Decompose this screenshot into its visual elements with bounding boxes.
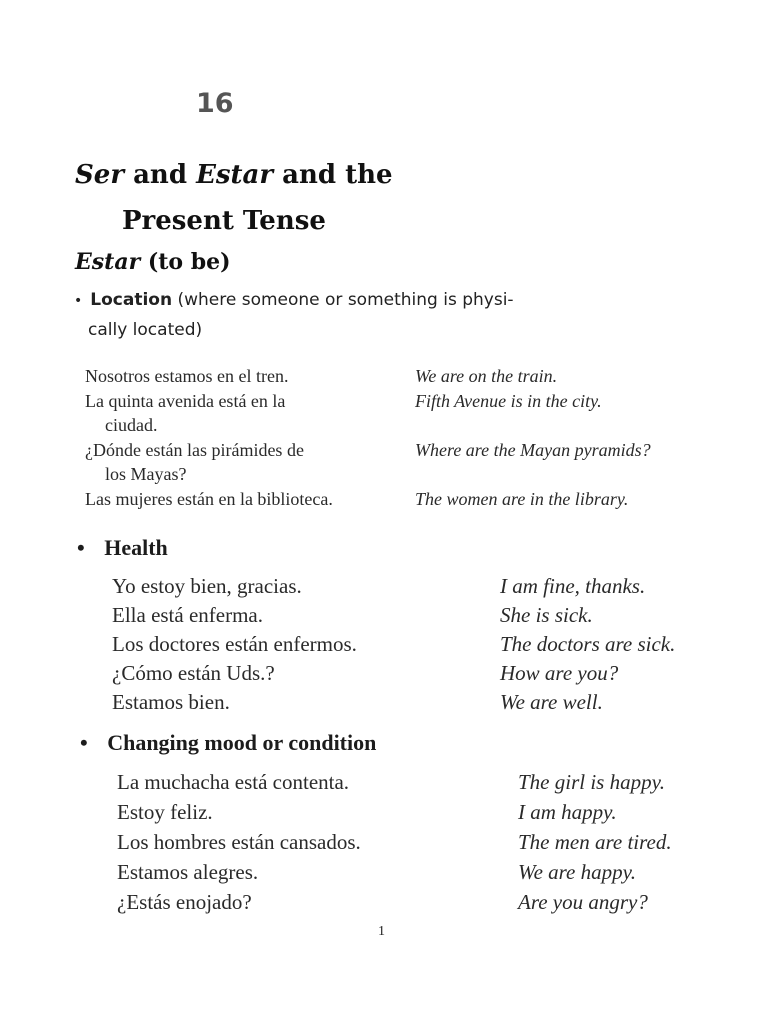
mood-es-1: La muchacha está contenta.	[117, 770, 350, 794]
subheading-gloss: (to be)	[140, 249, 231, 275]
mood-es-2: Estoy feliz.	[117, 800, 213, 824]
health-es-3: Los doctores están enfermos.	[112, 632, 357, 656]
chapter-number: 16	[196, 88, 234, 119]
location-es-2b: ciudad.	[105, 415, 158, 435]
title-ser: Ser	[75, 160, 125, 190]
health-label: Health	[104, 535, 168, 560]
health-en-4: How are you?	[500, 661, 619, 685]
title-estar: Estar	[196, 160, 274, 190]
location-bullet-line	[74, 290, 514, 310]
mood-en-2: I am happy.	[518, 800, 617, 824]
subheading-verb: Estar	[75, 249, 141, 275]
mood-es-4: Estamos alegres.	[117, 860, 259, 884]
location-es-4: Las mujeres están en la biblioteca.	[85, 489, 333, 509]
title-rest: and the	[273, 160, 393, 190]
mood-heading	[80, 730, 376, 756]
mood-en-3: The men are tired.	[518, 830, 672, 854]
location-description-cont: cally located)	[88, 320, 203, 340]
health-heading	[77, 535, 168, 561]
location-en-2: Fifth Avenue is in the city.	[415, 391, 602, 411]
location-en-3: Where are the Mayan pyramids?	[415, 440, 651, 460]
mood-en-1: The girl is happy.	[518, 770, 666, 794]
health-en-5: We are well.	[500, 690, 603, 714]
mood-es-5: ¿Estás enojado?	[117, 890, 252, 914]
health-es-5: Estamos bien.	[112, 690, 230, 714]
location-es-3: ¿Dónde están las pirámides de	[85, 440, 304, 460]
health-en-1: I am fine, thanks.	[500, 574, 646, 598]
page-number: 1	[378, 924, 385, 939]
location-en-1: We are on the train.	[415, 366, 558, 386]
location-es-2: La quinta avenida está en la	[85, 391, 286, 411]
mood-label: Changing mood or condition	[107, 730, 377, 755]
location-es-3b: los Mayas?	[105, 464, 187, 484]
location-label: Location	[90, 290, 173, 310]
mood-en-4: We are happy.	[518, 860, 637, 884]
location-description: (where someone or something is physi-	[172, 290, 514, 310]
chapter-title-line1	[75, 160, 393, 190]
bullet-icon: •	[80, 730, 88, 755]
location-es-1: Nosotros estamos en el tren.	[85, 366, 289, 386]
mood-en-5: Are you angry?	[518, 890, 648, 914]
health-es-1: Yo estoy bien, gracias.	[112, 574, 302, 598]
health-en-2: She is sick.	[500, 603, 593, 627]
health-en-3: The doctors are sick.	[500, 632, 676, 656]
mood-es-3: Los hombres están cansados.	[117, 830, 361, 854]
health-es-2: Ella está enferma.	[112, 603, 263, 627]
chapter-title-line2: Present Tense	[122, 206, 326, 236]
bullet-icon: •	[74, 293, 83, 309]
bullet-icon: •	[77, 535, 85, 560]
title-and: and	[124, 160, 197, 190]
section-subheading	[75, 249, 231, 275]
location-en-4: The women are in the library.	[415, 489, 629, 509]
health-es-4: ¿Cómo están Uds.?	[112, 661, 275, 685]
